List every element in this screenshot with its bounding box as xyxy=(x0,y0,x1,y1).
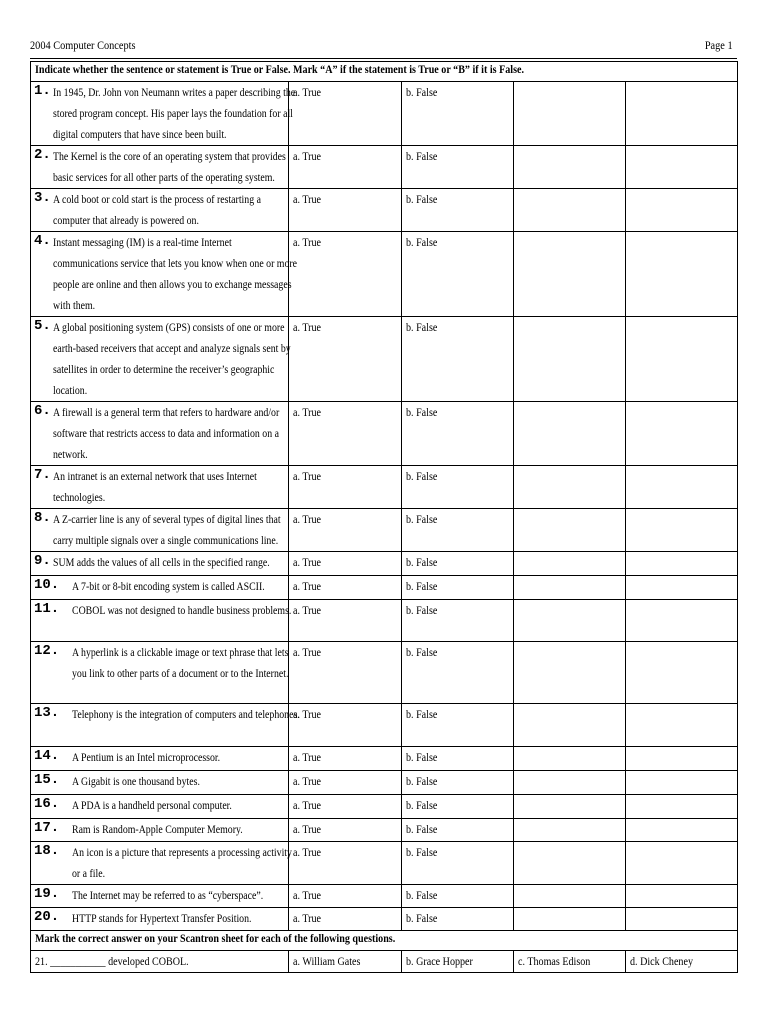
answer-label: b. False xyxy=(406,845,438,859)
question-number: 12. xyxy=(34,643,60,659)
question-cell xyxy=(31,908,289,931)
answer-choice-a xyxy=(289,908,402,931)
answer-choice-a xyxy=(289,509,402,552)
empty-answer-cell xyxy=(514,747,626,771)
answer-choice-a xyxy=(289,552,402,576)
answer-label: a. True xyxy=(293,911,322,925)
question-number: 13. xyxy=(34,705,60,721)
section2-instruction: Mark the correct answer on your Scantron sheet for each of the following questions. xyxy=(31,931,738,951)
empty-answer-cell xyxy=(626,189,738,232)
mc-choice-c xyxy=(514,951,626,973)
empty-answer-cell xyxy=(514,819,626,842)
answer-choice-a xyxy=(289,819,402,842)
empty-answer-cell xyxy=(626,552,738,576)
answer-label: b. False xyxy=(406,320,438,334)
empty-answer-cell xyxy=(626,82,738,146)
empty-answer-cell xyxy=(626,466,738,509)
question-text: A Pentium is an Intel microprocessor. xyxy=(72,750,221,764)
empty-answer-cell xyxy=(626,232,738,317)
answer-choice-b xyxy=(402,771,514,795)
question-number: 11. xyxy=(34,601,60,617)
question-row xyxy=(31,552,738,576)
answer-label: b. False xyxy=(406,555,438,569)
section1-instruction-row xyxy=(31,62,738,82)
answer-label: a. True xyxy=(293,845,322,859)
answer-choice-a xyxy=(289,146,402,189)
empty-answer-cell xyxy=(626,842,738,885)
question-text: Ram is Random-Apple Computer Memory. xyxy=(72,822,243,836)
question-text: A hyperlink is a clickable image or text phrase that lets you link to other parts of a document or to the Internet. xyxy=(72,645,289,680)
header-rule xyxy=(30,58,737,59)
empty-answer-cell xyxy=(626,576,738,600)
answer-choice-b xyxy=(402,600,514,642)
question-text: A cold boot or cold start is the process of restarting a computer that already is powered on. xyxy=(53,192,261,227)
answer-label: a. True xyxy=(293,85,322,99)
answer-choice-a xyxy=(289,82,402,146)
question-number: 8. xyxy=(34,510,51,526)
answer-label: b. False xyxy=(406,469,438,483)
answer-label: b. False xyxy=(406,149,438,163)
question-number: 6. xyxy=(34,403,51,419)
empty-answer-cell xyxy=(626,771,738,795)
question-text: The Internet may be referred to as “cyberspace”. xyxy=(72,888,264,902)
question-row xyxy=(31,747,738,771)
mc-question-text: 21. ___________ developed COBOL. xyxy=(35,954,189,968)
question-cell xyxy=(31,509,289,552)
answer-label: a. True xyxy=(293,469,322,483)
empty-answer-cell xyxy=(514,842,626,885)
answer-choice-a xyxy=(289,747,402,771)
mc-choice-a xyxy=(289,951,402,973)
question-cell xyxy=(31,600,292,642)
empty-answer-cell xyxy=(626,317,738,402)
mc-choice-d xyxy=(626,951,738,973)
answer-label: a. True xyxy=(293,798,322,812)
answer-choice-a xyxy=(289,466,402,509)
question-number: 17. xyxy=(34,820,60,836)
question-row xyxy=(31,771,738,795)
answer-choice-a xyxy=(289,842,402,885)
answer-label: b. False xyxy=(406,192,438,206)
answer-choice-b xyxy=(402,317,514,402)
empty-answer-cell xyxy=(514,402,626,466)
empty-answer-cell xyxy=(514,885,626,908)
answer-label: a. True xyxy=(293,750,322,764)
empty-answer-cell xyxy=(626,747,738,771)
answer-choice-b xyxy=(402,908,514,931)
answer-label: b. False xyxy=(406,512,438,526)
empty-answer-cell xyxy=(514,509,626,552)
answer-label: a. True xyxy=(293,645,322,659)
empty-answer-cell xyxy=(514,552,626,576)
empty-answer-cell xyxy=(514,704,626,747)
empty-answer-cell xyxy=(514,642,626,704)
answer-label: a. True xyxy=(293,405,322,419)
answer-label: b. False xyxy=(406,798,438,812)
answer-choice-b xyxy=(402,189,514,232)
question-row xyxy=(31,908,738,931)
answer-choice-a xyxy=(289,771,402,795)
question-cell xyxy=(31,704,300,747)
answer-choice-a xyxy=(289,576,402,600)
answer-choice-b xyxy=(402,402,514,466)
question-number: 3. xyxy=(34,190,51,206)
question-number: 7. xyxy=(34,467,51,483)
answer-choice-b xyxy=(402,842,514,885)
question-number: 4. xyxy=(34,233,51,249)
answer-label: b. False xyxy=(406,405,438,419)
question-row xyxy=(31,232,738,317)
answer-choice-b xyxy=(402,82,514,146)
question-cell xyxy=(31,402,289,466)
question-number: 5. xyxy=(34,318,51,334)
empty-answer-cell xyxy=(626,795,738,819)
empty-answer-cell xyxy=(514,795,626,819)
answer-label: a. True xyxy=(293,888,322,902)
question-row xyxy=(31,842,738,885)
question-cell xyxy=(31,747,289,771)
answer-label: a. True xyxy=(293,149,322,163)
question-number: 15. xyxy=(34,772,60,788)
question-row xyxy=(31,885,738,908)
question-cell xyxy=(31,552,289,576)
empty-answer-cell xyxy=(626,642,738,704)
question-text: A global positioning system (GPS) consists of one or more earth-based receivers that accept and analyze signals sent by satellites in order to determine the receiver’s geographic location. xyxy=(53,320,291,397)
answer-choice-a xyxy=(289,704,402,747)
question-row xyxy=(31,576,738,600)
mc-question-row xyxy=(31,951,738,973)
answer-choice-a xyxy=(289,642,402,704)
question-text: A PDA is a handheld personal computer. xyxy=(72,798,232,812)
question-row xyxy=(31,82,738,146)
empty-answer-cell xyxy=(514,466,626,509)
section1-instruction: Indicate whether the sentence or statement is True or False. Mark “A” if the statement is True or “B” if it is False. xyxy=(31,62,738,82)
question-text: A Gigabit is one thousand bytes. xyxy=(72,774,200,788)
answer-label: a. True xyxy=(293,235,322,249)
question-cell xyxy=(31,819,289,842)
empty-answer-cell xyxy=(514,146,626,189)
question-text: A Z-carrier line is any of several types of digital lines that carry multiple signals over a single communications line. xyxy=(53,512,281,547)
answer-label: a. True xyxy=(293,579,322,593)
page-header xyxy=(30,38,733,56)
question-number: 10. xyxy=(34,577,60,593)
answer-choice-b xyxy=(402,795,514,819)
question-cell xyxy=(31,771,289,795)
question-cell xyxy=(31,189,289,232)
question-cell xyxy=(31,576,289,600)
question-row xyxy=(31,189,738,232)
question-number: 20. xyxy=(34,909,60,925)
question-number: 18. xyxy=(34,843,60,859)
empty-answer-cell xyxy=(514,576,626,600)
question-cell xyxy=(31,317,289,402)
answer-label: b. False xyxy=(406,579,438,593)
question-row xyxy=(31,600,738,642)
empty-answer-cell xyxy=(626,908,738,931)
answer-choice-a xyxy=(289,402,402,466)
empty-answer-cell xyxy=(626,600,738,642)
question-text: In 1945, Dr. John von Neumann writes a paper describing the stored program concept. His paper lays the foundation for all digital computers that have since been built. xyxy=(53,85,296,141)
empty-answer-cell xyxy=(626,885,738,908)
empty-answer-cell xyxy=(514,189,626,232)
answer-choice-b xyxy=(402,146,514,189)
question-row xyxy=(31,704,738,747)
question-row xyxy=(31,819,738,842)
answer-label: a. True xyxy=(293,774,322,788)
question-text: A firewall is a general term that refers to hardware and/or software that restricts access to data and information on a network. xyxy=(53,405,280,461)
question-text: Telephony is the integration of computers and telephones. xyxy=(72,707,300,721)
question-row xyxy=(31,402,738,466)
mc-choice-label: b. Grace Hopper xyxy=(406,954,473,968)
answer-choice-a xyxy=(289,795,402,819)
question-text: An icon is a picture that represents a processing activity or a file. xyxy=(72,845,292,880)
question-text: An intranet is an external network that uses Internet technologies. xyxy=(53,469,257,504)
question-number: 2. xyxy=(34,147,51,163)
empty-answer-cell xyxy=(514,232,626,317)
answer-label: b. False xyxy=(406,822,438,836)
answer-label: b. False xyxy=(406,911,438,925)
answer-label: a. True xyxy=(293,192,322,206)
answer-choice-b xyxy=(402,466,514,509)
section2-instruction-row xyxy=(31,931,738,951)
question-row xyxy=(31,509,738,552)
answer-label: a. True xyxy=(293,555,322,569)
answer-choice-a xyxy=(289,189,402,232)
answer-label: b. False xyxy=(406,707,438,721)
question-row xyxy=(31,317,738,402)
answer-choice-b xyxy=(402,576,514,600)
question-cell xyxy=(31,466,289,509)
question-cell xyxy=(31,82,296,146)
answer-choice-a xyxy=(289,317,402,402)
empty-answer-cell xyxy=(514,82,626,146)
quiz-table xyxy=(30,61,738,973)
question-text: COBOL was not designed to handle business problems. xyxy=(72,603,292,617)
question-text: SUM adds the values of all cells in the specified range. xyxy=(53,555,270,569)
answer-choice-b xyxy=(402,885,514,908)
mc-choice-label: c. Thomas Edison xyxy=(518,954,591,968)
answer-label: b. False xyxy=(406,645,438,659)
question-cell xyxy=(31,795,289,819)
question-number: 9. xyxy=(34,553,51,569)
answer-label: b. False xyxy=(406,235,438,249)
answer-choice-a xyxy=(289,232,402,317)
answer-choice-b xyxy=(402,232,514,317)
question-cell xyxy=(31,885,289,908)
answer-label: b. False xyxy=(406,603,438,617)
empty-answer-cell xyxy=(626,402,738,466)
answer-label: a. True xyxy=(293,512,322,526)
empty-answer-cell xyxy=(626,146,738,189)
answer-label: a. True xyxy=(293,707,322,721)
answer-label: a. True xyxy=(293,320,322,334)
question-number: 16. xyxy=(34,796,60,812)
mc-question-cell xyxy=(31,951,289,973)
question-cell xyxy=(31,146,289,189)
question-cell xyxy=(31,642,289,704)
empty-answer-cell xyxy=(514,317,626,402)
question-text: Instant messaging (IM) is a real-time Internet communications service that lets you know when one or more people are online and then allows you to exchange messages with them. xyxy=(53,235,298,312)
answer-label: b. False xyxy=(406,888,438,902)
question-number: 19. xyxy=(34,886,60,902)
question-row xyxy=(31,642,738,704)
answer-choice-b xyxy=(402,819,514,842)
question-row xyxy=(31,795,738,819)
mc-choice-label: a. William Gates xyxy=(293,954,361,968)
answer-choice-a xyxy=(289,885,402,908)
empty-answer-cell xyxy=(514,771,626,795)
document-title: 2004 Computer Concepts xyxy=(30,38,136,52)
question-cell xyxy=(31,232,298,317)
answer-choice-b xyxy=(402,704,514,747)
answer-choice-a xyxy=(289,600,402,642)
answer-label: b. False xyxy=(406,774,438,788)
question-text: The Kernel is the core of an operating system that provides basic services for all other parts of the operating system. xyxy=(53,149,286,184)
question-row xyxy=(31,466,738,509)
question-cell xyxy=(31,842,292,885)
empty-answer-cell xyxy=(626,509,738,552)
answer-choice-b xyxy=(402,552,514,576)
answer-label: b. False xyxy=(406,750,438,764)
empty-answer-cell xyxy=(626,704,738,747)
answer-choice-b xyxy=(402,642,514,704)
question-text: HTTP stands for Hypertext Transfer Position. xyxy=(72,911,252,925)
question-row xyxy=(31,146,738,189)
mc-choice-label: d. Dick Cheney xyxy=(630,954,693,968)
question-number: 14. xyxy=(34,748,60,764)
empty-answer-cell xyxy=(514,600,626,642)
answer-label: a. True xyxy=(293,822,322,836)
mc-choice-b xyxy=(402,951,514,973)
empty-answer-cell xyxy=(514,908,626,931)
question-text: A 7-bit or 8-bit encoding system is called ASCII. xyxy=(72,579,265,593)
question-number: 1. xyxy=(34,83,51,99)
answer-label: b. False xyxy=(406,85,438,99)
answer-choice-b xyxy=(402,509,514,552)
empty-answer-cell xyxy=(626,819,738,842)
answer-label: a. True xyxy=(293,603,322,617)
answer-choice-b xyxy=(402,747,514,771)
page-number: Page 1 xyxy=(704,38,733,52)
